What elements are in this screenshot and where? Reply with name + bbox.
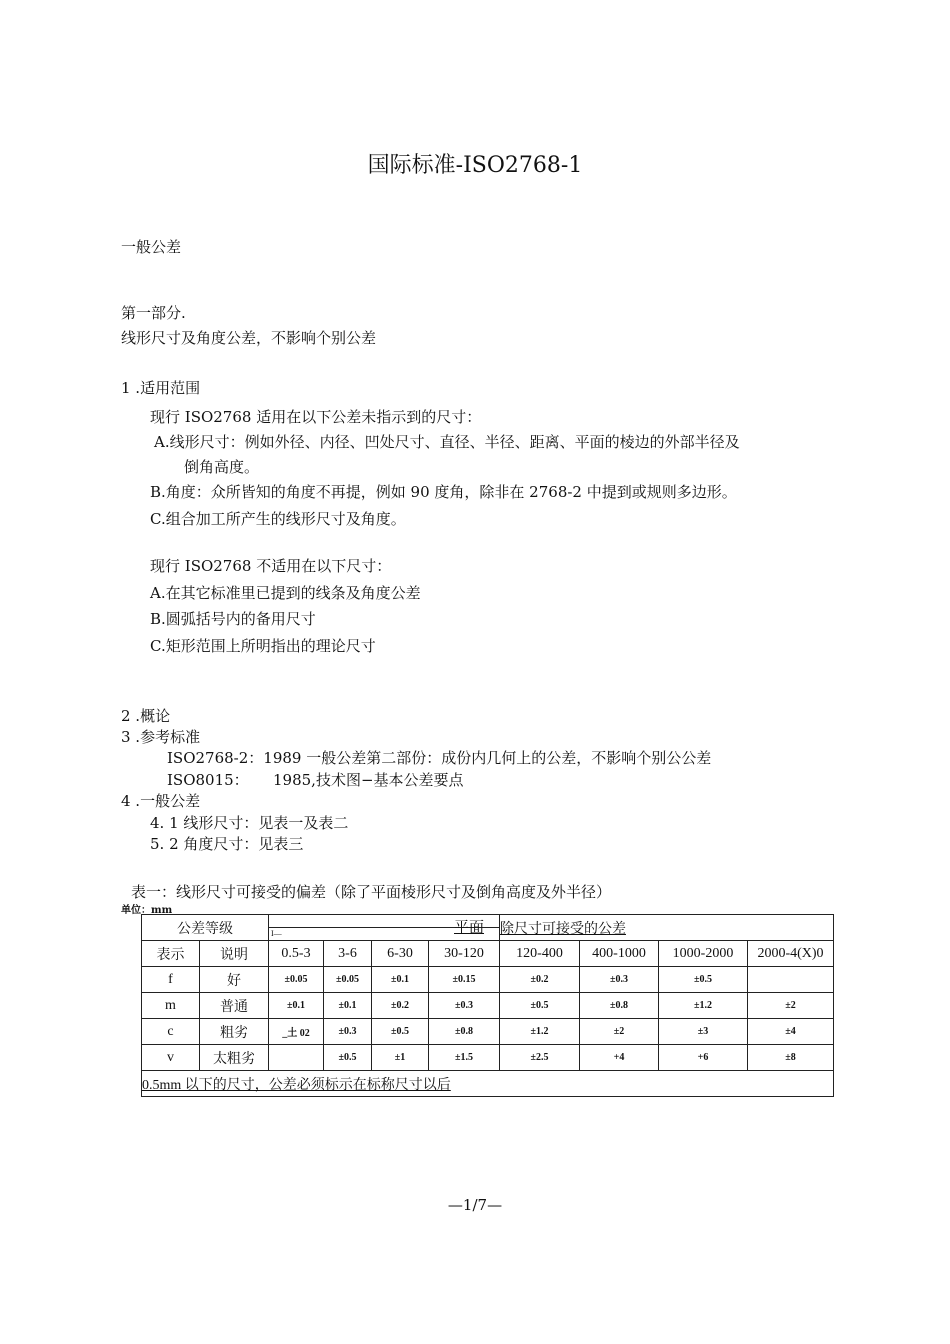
tolerance-value: ±0.5 — [372, 1019, 429, 1045]
part-label: 第一部分. — [121, 304, 186, 322]
section-4-item-2: 5. 2 角度尺寸：见表三 — [150, 835, 304, 853]
scope-item-b: B.角度：众所皆知的角度不再提，例如 90 度角，除非在 2768-2 中提到或规则多边形。 — [150, 483, 737, 501]
subtitle: 一般公差 — [121, 238, 182, 256]
exclusion-item-a: A.在其它标准里已提到的线条及角度公差 — [150, 584, 421, 602]
table-subheader-row — [142, 941, 834, 967]
scope-item-a-line1: A.线形尺寸：例如外径、内径、凹处尺寸、直径、半径、距离、平面的棱边的外部半径及 — [154, 433, 740, 451]
grade-symbol: f — [142, 967, 200, 993]
tolerance-value: ±0.1 — [324, 993, 372, 1019]
grade-description: 太粗劣 — [200, 1045, 269, 1071]
range-header: 6-30 — [372, 941, 429, 967]
table-header-row — [142, 915, 834, 941]
tolerance-value: ±0.3 — [580, 967, 659, 993]
tolerance-value: ±0.1 — [269, 993, 324, 1019]
tolerance-value: ±0.8 — [429, 1019, 500, 1045]
scope-intro: 现行 ISO2768 适用在以下公差未指示到的尺寸： — [150, 408, 482, 426]
symbol-column-header: 表示 — [142, 941, 200, 967]
tolerance-value: _土 02 — [269, 1019, 324, 1045]
section-2-heading: 2 .概论 — [121, 707, 171, 725]
grade-symbol: v — [142, 1045, 200, 1071]
plane-tick: I— — [271, 929, 282, 938]
table-row — [142, 1019, 834, 1045]
table-note-row — [142, 1071, 834, 1097]
tolerance-value: ±3 — [659, 1019, 748, 1045]
tolerance-value: +6 — [659, 1045, 748, 1071]
unit-label: 单位：mm — [121, 905, 173, 916]
page-number: —1/7— — [447, 1196, 503, 1214]
description-column-header: 说明 — [200, 941, 269, 967]
tolerance-value: ±2 — [580, 1019, 659, 1045]
tolerance-table — [141, 914, 834, 1097]
grade-symbol: m — [142, 993, 200, 1019]
accept-header-cell — [500, 915, 834, 941]
range-header: 3-6 — [324, 941, 372, 967]
tolerance-value — [269, 1045, 324, 1071]
tolerance-value: ±0.3 — [429, 993, 500, 1019]
exclusion-intro: 现行 ISO2768 不适用在以下尺寸： — [150, 557, 392, 575]
scope-item-a-line2: 倒角高度。 — [184, 458, 260, 476]
range-header: 1000-2000 — [659, 941, 748, 967]
grade-description: 普通 — [200, 993, 269, 1019]
grade-description: 粗劣 — [200, 1019, 269, 1045]
tolerance-value: ±0.1 — [372, 967, 429, 993]
section-1-heading: 1 .适用范围 — [121, 379, 201, 397]
section-4-item-1: 4. 1 线形尺寸：见表一及表二 — [150, 814, 349, 832]
table-note-cell — [142, 1071, 834, 1097]
table-caption: 表一：线形尺寸可接受的偏差（除了平面棱形尺寸及倒角高度及外半径） — [131, 883, 612, 901]
part-description: 线形尺寸及角度公差，不影响个别公差 — [121, 329, 377, 347]
scope-item-c: C.组合加工所产生的线形尺寸及角度。 — [150, 510, 406, 528]
tolerance-value — [748, 967, 834, 993]
table-row — [142, 967, 834, 993]
tolerance-value: ±0.5 — [324, 1045, 372, 1071]
tolerance-value: ±1.2 — [659, 993, 748, 1019]
reference-2-id: ISO8015： — [167, 771, 249, 789]
tolerance-value: ±1.5 — [429, 1045, 500, 1071]
range-header: 0.5-3 — [269, 941, 324, 967]
tolerance-value: ±0.05 — [269, 967, 324, 993]
tolerance-value: ±2.5 — [500, 1045, 580, 1071]
exclusion-item-c: C.矩形范围上所明指出的理论尺寸 — [150, 637, 376, 655]
plane-header: 平面 — [454, 920, 485, 936]
tolerance-value: ±0.2 — [372, 993, 429, 1019]
section-3-heading: 3 .参考标准 — [121, 728, 201, 746]
tolerance-value: ±0.05 — [324, 967, 372, 993]
tolerance-value: ±0.5 — [659, 967, 748, 993]
tolerance-value: ±4 — [748, 1019, 834, 1045]
range-header: 30-120 — [429, 941, 500, 967]
tolerance-value: ±0.2 — [500, 967, 580, 993]
tolerance-value: ±8 — [748, 1045, 834, 1071]
grade-header: 公差等级 — [142, 915, 269, 941]
plane-header-cell — [269, 915, 500, 941]
tolerance-value: ±0.5 — [500, 993, 580, 1019]
tolerance-value: ±0.3 — [324, 1019, 372, 1045]
table-row — [142, 1045, 834, 1071]
range-header: 400-1000 — [580, 941, 659, 967]
table-row — [142, 993, 834, 1019]
tolerance-value: ±0.15 — [429, 967, 500, 993]
table-note: 0.5mm 以下的尺寸，公差必须标示在标称尺寸以后 — [142, 1077, 451, 1093]
tolerance-value: ±0.8 — [580, 993, 659, 1019]
tolerance-value: ±1 — [372, 1045, 429, 1071]
accept-header: 除尺寸可接受的公差 — [500, 921, 626, 937]
tolerance-value: ±1.2 — [500, 1019, 580, 1045]
tolerance-value: ±2 — [748, 993, 834, 1019]
exclusion-item-b: B.圆弧括号内的备用尺寸 — [150, 610, 316, 628]
page-title: 国际标准-ISO2768-1 — [367, 153, 583, 178]
range-header: 2000-4(X)0 — [748, 941, 834, 967]
section-4-heading: 4 .一般公差 — [121, 792, 201, 810]
grade-symbol: c — [142, 1019, 200, 1045]
range-header: 120-400 — [500, 941, 580, 967]
reference-1: ISO2768-2：1989 一般公差第二部份：成份内几何上的公差，不影响个别公公差 — [167, 749, 712, 767]
reference-2-desc: 1985,技术图−基本公差要点 — [273, 771, 464, 789]
grade-description: 好 — [200, 967, 269, 993]
tolerance-value: +4 — [580, 1045, 659, 1071]
